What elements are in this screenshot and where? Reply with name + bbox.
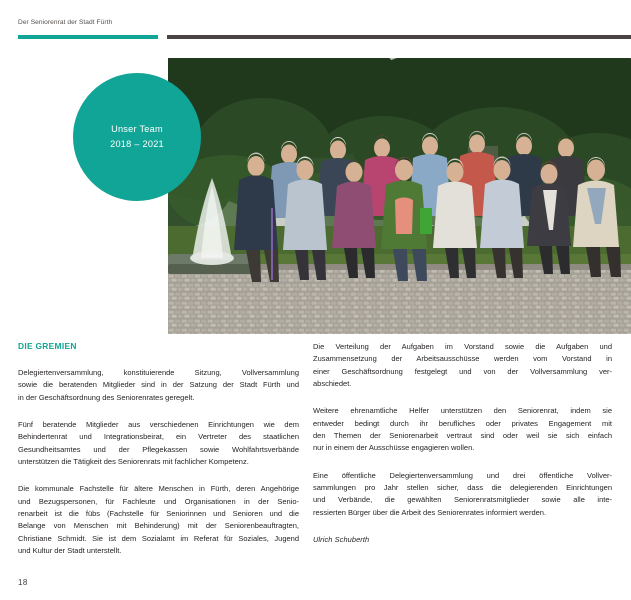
right-paragraph-2	[313, 405, 612, 454]
left-paragraph-3	[18, 483, 299, 557]
header-rule-accent	[18, 35, 158, 39]
section-heading-die-gremien: DIE GREMIEN	[18, 341, 77, 351]
text-line: nur in einem der Ausschüsse engagieren wollen.	[313, 443, 475, 453]
text-line: Weitere ehrenamtliche Helfer unterstützen den Seniorenrat, indem sie	[313, 406, 612, 416]
text-line: renarbeit ist die fübs (Fachstelle für Seniorinnen und Senioren und die	[18, 509, 299, 519]
text-line: unterstützen die Tätigkeit des Seniorenrats mit fachlicher Kompetenz.	[18, 457, 249, 467]
text-line: Gesundheitsamtes und der Pflegekassen sowie Wohlfahrtsverbände	[18, 444, 299, 454]
text-line: Christiane Schmidt. Sie ist dem Sozialamt im Referat für Soziales, Jugend	[18, 533, 299, 543]
running-head-title: Der Seniorenrat der Stadt Fürth	[18, 19, 113, 26]
text-line: abschiedet.	[313, 379, 352, 389]
badge-years: 2018 – 2021	[110, 139, 164, 149]
text-line: sammlungen pro Jahr stellen sicher, dass die delegierenden Einrichtungen	[313, 483, 612, 493]
header-rule-dark	[167, 35, 631, 39]
badge-title: Unser Team	[111, 124, 163, 134]
text-line: den Themen der Seniorenarbeit vertraut sind oder weil sie sich einfach	[313, 431, 612, 441]
text-line: Belange von Menschen mit Behinderung) mit der Seniorenbeauftragten,	[18, 521, 299, 531]
left-paragraph-1	[18, 367, 299, 404]
right-paragraph-1	[313, 341, 612, 390]
text-line: Delegiertenversammlung, konstituierende Sitzung, Vollversammlung	[18, 368, 299, 377]
text-line: ressierten Bürger über die Arbeit des Seniorenrates informiert werden.	[313, 507, 547, 517]
left-text-column	[18, 341, 299, 572]
right-paragraph-3	[313, 470, 612, 519]
text-line: und Kultur der Stadt unterstellt.	[18, 546, 122, 556]
page-number: 18	[18, 578, 28, 587]
text-line: sowie die beratenden Mitglieder sind in der Satzung der Stadt Fürth und	[18, 380, 299, 390]
author-signature: Ulrich Schuberth	[313, 535, 370, 545]
text-line: und Verbände, die gewählten Seniorenratsmitglieder sowie alle inte-	[313, 495, 612, 505]
unser-team-badge	[73, 73, 201, 201]
group-photo	[168, 58, 631, 334]
text-line: Die kommunale Fachstelle für ältere Menschen in Fürth, deren Angehörige	[18, 484, 299, 494]
left-paragraph-2	[18, 419, 299, 468]
text-line: entweder bedingt durch ihr berufliches oder privates Engagement mit	[313, 418, 612, 428]
text-line: einer Geschäftsordnung festgelegt und von der Vollversammlung ver-	[313, 366, 612, 376]
text-line: und Bezugspersonen, für Fachleute und Organisationen in der Senio-	[18, 496, 299, 506]
group-photo-illustration	[168, 58, 631, 334]
text-line: Die Verteilung der Aufgaben im Vorstand sowie die Aufgaben und	[313, 342, 612, 351]
text-line: Zusammensetzung der Arbeitsausschüsse werden vom Vorstand in	[313, 354, 612, 364]
text-line: Fünf beratende Mitglieder aus verschiedenen Einrichtungen wie dem	[18, 420, 299, 430]
text-line: Eine öffentliche Delegiertenversammlung und drei öffentliche Vollver-	[313, 470, 612, 480]
text-line: Behindertenrat und Integrationsbeirat, ein Vertreter des staatlichen	[18, 432, 299, 442]
right-text-column	[313, 341, 612, 546]
text-line: in der Geschäftsordnung des Seniorenrates geregelt.	[18, 392, 195, 402]
